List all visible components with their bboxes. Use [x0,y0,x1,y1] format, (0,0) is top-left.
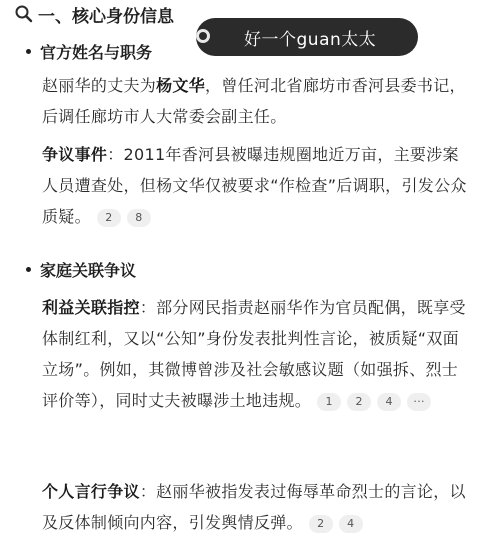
text-spouse-pre: 赵丽华的丈夫为 [42,76,157,95]
section-title: 一、核心身份信息 [38,6,174,27]
paragraph-controversy [42,139,472,232]
search-icon [14,4,34,24]
text-spouse-post: ，曾任河北省廊坊市香河县委书记，后调任廊坊市人大常委会副主任。 [42,76,466,126]
label-speech: 个人言行争议 [42,482,140,501]
text-interest: ：部分网民指责赵丽华作为官员配偶，既享受体制红利，又以“公知”身份发表批判性言论，被质疑“双面立场”。例如，其微博曾涉及社会敏感议题（如强拆、烈士评价等），同时丈夫被曝涉土地违规。 [42,298,466,410]
paragraph-speech [42,476,472,538]
citation-badge[interactable]: 8 [127,209,151,227]
bullet-dot-icon [26,267,31,272]
record-dot-icon [196,29,210,43]
bullet-heading-official [26,40,152,63]
citation-badge[interactable]: 4 [339,515,363,533]
section-header [14,2,174,26]
overlay-label: 好一个guan太太 [244,29,377,50]
bullet-heading-family [26,258,136,281]
text-spouse-name: 杨文华 [156,76,206,95]
user-tag-overlay [196,18,418,56]
citation-badge[interactable]: 4 [377,393,401,411]
citation-badge[interactable]: 2 [97,209,121,227]
more-citations-button[interactable]: ··· [407,393,431,411]
label-interest: 利益关联指控 [42,298,140,317]
paragraph-spouse [42,70,472,132]
heading-family: 家庭关联争议 [40,261,137,280]
label-controversy: 争议事件 [42,145,108,164]
citation-badge[interactable]: 2 [347,393,371,411]
text-controversy: ：2011年香河县被曝违规圈地近万亩，主要涉案人员遭查处，但杨文华仅被要求“作检查”后调职，引发公众质疑。 [42,145,467,226]
citation-badge[interactable]: 1 [317,393,341,411]
text-speech: ：赵丽华被指发表过侮辱革命烈士的言论，以及反体制倾向内容，引发舆情反弹。 [42,482,466,532]
heading-official: 官方姓名与职务 [40,43,153,62]
paragraph-interest [42,292,472,416]
citation-badge[interactable]: 2 [309,515,333,533]
bullet-dot-icon [26,49,31,54]
